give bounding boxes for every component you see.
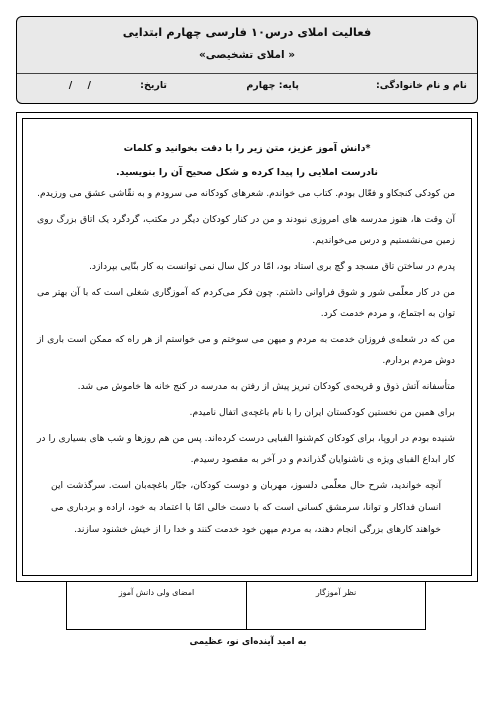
worksheet-subtitle: « املای تشخیصی» [198, 49, 296, 61]
teacher-comment-label: نظر آموزگار [315, 588, 357, 597]
paragraph: شنیده بودم در اروپا، برای کودکان کم‌شنوا الفبایی درست کرده‌اند. پس من هم روزها و شب های بسیاری را در کار ابداع الفبای ویژه ی ناشنوایان گذراندم و در آخر به مقصود رسیدم. [37, 433, 455, 465]
student-info-row [27, 80, 467, 98]
header-divider [17, 73, 477, 74]
dictation-text [37, 183, 455, 546]
worksheet-title: فعالیت املای درس۱۰ فارسی چهارم ابتدایی [122, 25, 372, 39]
paragraph: برای همین من نخستین کودکستان ایران را با نام باغچه‌ی اتفال نامیدم. [189, 407, 455, 418]
paragraph: من در کار معلّمی شور و شوق فراوانی داشتم. چون فکر می‌کردم که آموزگاری شغلی است که با آن بهتر می توان به اجتماع، و مردم خدمت کرد. [37, 287, 455, 319]
signature-table [66, 582, 426, 630]
teacher-comment-cell[interactable] [246, 582, 425, 629]
paragraph: من که در شعله‌ی فروزان خدمت به مردم و میهن می سوختم و می خواستم از هر راه که ممکن است باری از دوش مردم بردارم. [37, 334, 455, 366]
worksheet-header [16, 16, 478, 104]
paragraph: آنچه خواندید، شرح حال معلّمی دلسوز، مهربان و دوست کودکان، جبّار باغچه‌بان است. سرگذشت این انسان فداکار و توانا، سرمشق کسانی است که با دست خالی امّا با اعتماد به خود، اراده و بردباری می خواهند کارهای بزرگی انجام دهند، به مردم میهن خود خدمت کنند و خدا را از خیش خشنود سازند. [51, 480, 441, 535]
footer-note: به امید آینده‌ای نو، عظیمی [189, 637, 307, 647]
dictation-inner-frame [22, 118, 472, 576]
instructions-line-1: *دانش آموز عزیز، متن زیر را با دقت بخوانید و کلمات [123, 143, 371, 154]
name-field-label[interactable]: نام و نام خانوادگی: [375, 80, 467, 91]
instructions [73, 137, 421, 185]
paragraph: آن وقت ها، هنوز مدرسه های امروزی نبودند و من در کنار کودکان دیگر در مکتب، گردگرد یک اتاق بزرگ روی زمین می‌نشستیم و درس می‌خواندیم. [37, 214, 455, 246]
paragraph: پدرم در ساختن تاق مسجد و گچ بری استاد بود، امّا در کل سال نمی توانست به کار بنّایی بپردازد. [88, 261, 455, 272]
date-field-value[interactable]: / / [68, 80, 97, 91]
instructions-line-2: نادرست املایی را پیدا کرده و شکل صحیح آن را بنویسید. [115, 167, 378, 178]
paragraph: من کودکی کنجکاو و فعّال بودم. کتاب می خواندم. شعرهای کودکانه می سرودم و به نقّاشی عشق می ورزیدم. [37, 188, 455, 199]
parent-signature-label: امضای ولی دانش آموز [118, 588, 195, 597]
grade-field-label: پایه: چهارم [246, 80, 299, 91]
date-field-label[interactable]: تاریخ: [140, 80, 167, 91]
dictation-box [16, 112, 478, 582]
paragraph: متأسفانه آتش ذوق و قریحه‌ی کودکان تبریز پیش از رفتن به مدرسه در کنج خانه ها خاموش می شد. [77, 381, 455, 392]
parent-signature-cell[interactable] [67, 582, 246, 629]
